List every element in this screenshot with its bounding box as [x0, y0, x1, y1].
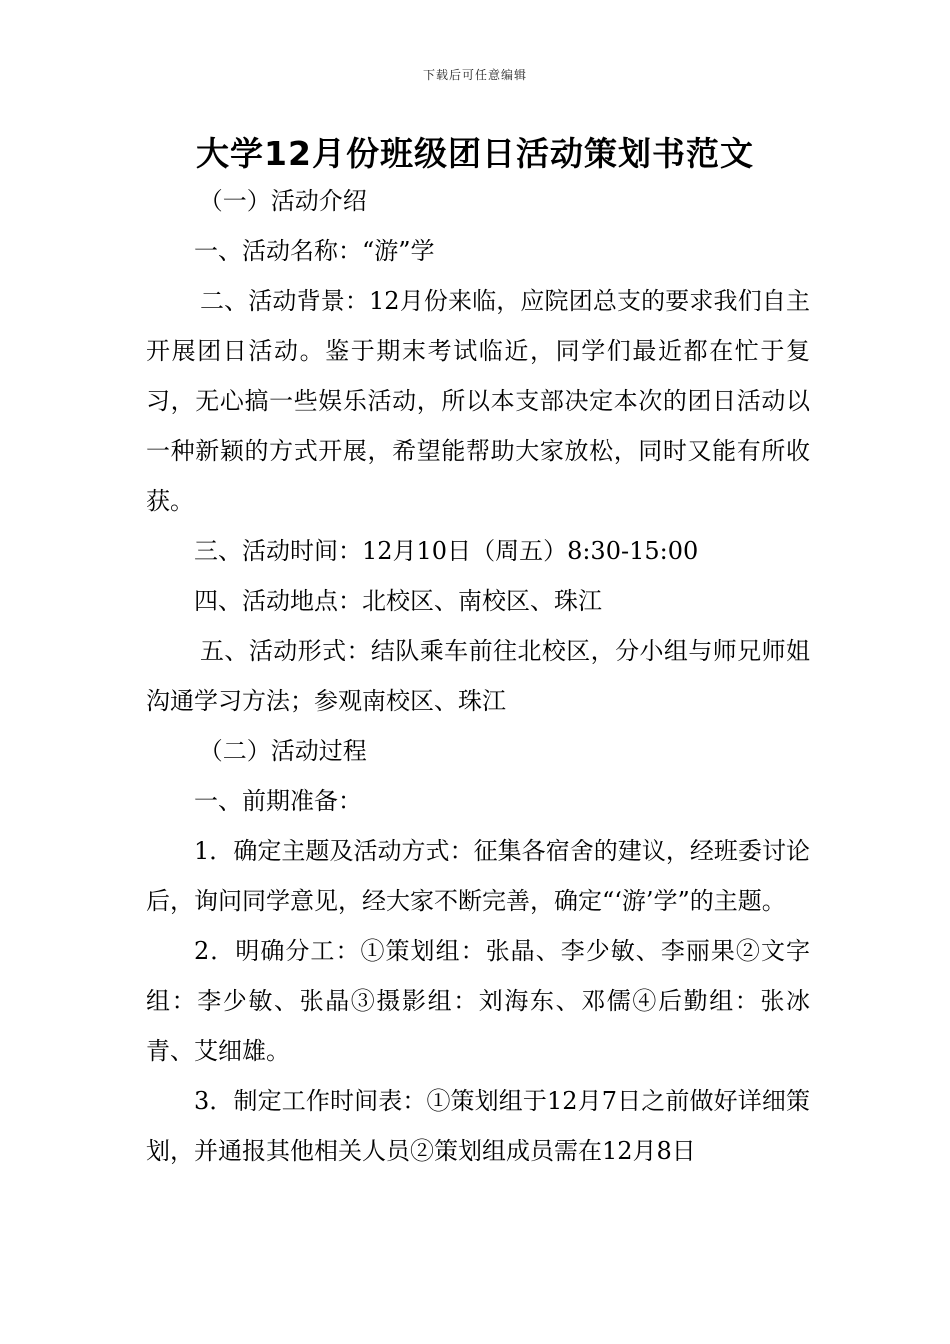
document-title: 大学12月份班级团日活动策划书范文 — [196, 134, 754, 173]
paragraph-division-of-labor: 2．明确分工：①策划组：张晶、李少敏、李丽果②文字组：李少敏、张晶③摄影组：刘海东、邓儒④后勤组：张冰青、艾细雄。 — [146, 937, 810, 1065]
paragraph-preparation: 一、前期准备： — [194, 787, 362, 815]
paragraph-work-schedule: 3．制定工作时间表：①策划组于12月7日之前做好详细策划，并通报其他相关人员②策划组成员需在12月8日 — [146, 1087, 810, 1165]
paragraph-activity-name: 一、活动名称：“游”学 — [194, 237, 435, 265]
section-heading-process: （二）活动过程 — [198, 737, 367, 765]
header-note: 下载后可任意编辑 — [422, 68, 527, 82]
paragraph-activity-location: 四、活动地点：北校区、南校区、珠江 — [194, 587, 602, 615]
document-body — [146, 176, 810, 1176]
section-heading-intro: （一）活动介绍 — [198, 187, 367, 215]
paragraph-theme-method: 1．确定主题及活动方式：征集各宿舍的建议，经班委讨论后，询问同学意见，经大家不断完善，确定“‘游’学”的主题。 — [146, 837, 810, 915]
paragraph-activity-background: 二、活动背景：12月份来临，应院团总支的要求我们自主开展团日活动。鉴于期末考试临近，同学们最近都在忙于复习，无心搞一些娱乐活动，所以本支部决定本次的团日活动以一种新颖的方式开展，希望能帮助大家放松，同时又能有所收获。 — [146, 287, 810, 515]
paragraph-activity-form: 五、活动形式：结队乘车前往北校区，分小组与师兄师姐沟通学习方法；参观南校区、珠江 — [146, 637, 810, 715]
paragraph-activity-time: 三、活动时间：12月10日（周五）8:30-15:00 — [194, 537, 699, 565]
